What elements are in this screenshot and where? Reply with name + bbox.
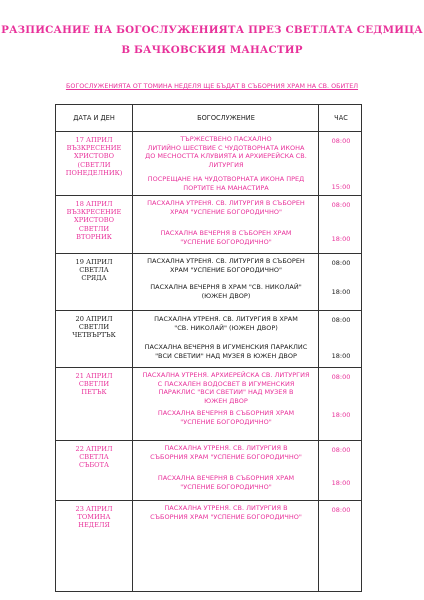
day-line: СВЕТЛА bbox=[79, 453, 109, 462]
time-cell: 18:00 bbox=[331, 352, 351, 360]
time-cell: 18:00 bbox=[331, 479, 351, 487]
service-line: "ВСИ СВЕТИИ" НАД МУЗЕЯ В ЮЖЕН ДВОР bbox=[155, 351, 297, 360]
day-line: 18 АПРИЛ bbox=[75, 200, 113, 208]
day-line: НЕДЕЛЯ bbox=[78, 521, 110, 530]
service-line: "УСПЕНИЕ БОГОРОДИЧНО" bbox=[180, 237, 272, 246]
day-cell bbox=[56, 136, 132, 177]
service-line: ПАСХАЛНА УТРЕНЯ. СВ. ЛИТУРГИЯ В СЪБОРЕН bbox=[147, 257, 305, 265]
service-line: ЮЖЕН ДВОР bbox=[204, 396, 248, 405]
service-line: ТЪРЖЕСТВЕНО ПАСХАЛНО bbox=[180, 135, 272, 143]
day-line: 23 АПРИЛ bbox=[75, 505, 113, 513]
service-line: ПАСХАЛНА УТРЕНЯ. СВ. ЛИТУРГИЯ В ХРАМ bbox=[154, 315, 298, 323]
time-cell: 08:00 bbox=[331, 201, 351, 209]
service-line: ПОСРЕЩАНЕ НА ЧУДОТВОРНАТА ИКОНА ПРЕД bbox=[147, 175, 305, 183]
day-line: СВЕТЛИ bbox=[78, 323, 110, 332]
row-divider bbox=[56, 310, 361, 311]
service-line: ХРАМ "УСПЕНИЕ БОГОРОДИЧНО" bbox=[170, 207, 282, 216]
day-line: 17 АПРИЛ bbox=[75, 136, 113, 144]
day-line: СЪБОТА bbox=[79, 461, 109, 470]
service-block bbox=[134, 343, 318, 360]
service-block bbox=[134, 175, 318, 192]
document-title-line-1: РАЗПИСАНИЕ НА БОГОСЛУЖЕНИЯТА ПРЕЗ СВЕТЛАТА СЕДМИЦА bbox=[1, 24, 423, 36]
service-line: ПАСХАЛНА УТРЕНЯ. АРХИЕРЕЙСКА СВ. ЛИТУРГИЯ bbox=[142, 371, 310, 379]
time-cell: 08:00 bbox=[331, 137, 351, 145]
time-cell: 18:00 bbox=[331, 235, 351, 243]
header-day: ДАТА И ДЕН bbox=[73, 114, 115, 122]
day-line: 19 АПРИЛ bbox=[75, 258, 113, 266]
service-block bbox=[134, 199, 318, 216]
day-line: ВТОРНИК bbox=[76, 232, 112, 241]
row-divider bbox=[56, 440, 361, 441]
time-cell: 18:00 bbox=[331, 288, 351, 296]
time-cell: 15:00 bbox=[331, 183, 351, 191]
service-line: СЪБОРНИЯ ХРАМ "УСПЕНИЕ БОГОРОДИЧНО" bbox=[150, 452, 302, 461]
day-line: ТОМИНА bbox=[77, 513, 111, 522]
day-line: 21 АПРИЛ bbox=[75, 372, 113, 380]
service-line: ПАСХАЛНА УТРЕНЯ. СВ. ЛИТУРГИЯ В bbox=[164, 444, 288, 452]
service-line: ПОРТИТЕ НА МАНАСТИРА bbox=[183, 183, 269, 192]
service-block bbox=[134, 371, 318, 405]
day-line: ХРИСТОВО bbox=[74, 152, 114, 161]
row-divider bbox=[56, 131, 361, 132]
service-block bbox=[134, 257, 318, 274]
service-line: ПАСХАЛНА ВЕЧЕРНЯ В СЪБОРНИЯ ХРАМ bbox=[157, 474, 295, 482]
day-line: (СВЕТЛИ bbox=[77, 160, 111, 169]
service-block bbox=[134, 409, 318, 426]
service-line: ПАСХАЛНА УТРЕНЯ. СВ. ЛИТУРГИЯ В СЪБОРЕН bbox=[147, 199, 305, 207]
day-line: СВЕТЛИ bbox=[78, 224, 110, 233]
row-divider bbox=[56, 367, 361, 368]
service-block bbox=[134, 504, 318, 521]
service-line: ПАСХАЛНА ВЕЧЕРНЯ В СЪБОРЕН ХРАМ bbox=[160, 229, 292, 237]
time-cell: 08:00 bbox=[331, 373, 351, 381]
service-block bbox=[134, 229, 318, 246]
service-line: ДО МЕСНОСТТА КЛУВИЯТА И АРХИЕРЕЙСКА СВ. bbox=[145, 152, 307, 161]
row-divider bbox=[56, 253, 361, 254]
service-line: ПАСХАЛНА УТРЕНЯ. СВ. ЛИТУРГИЯ В bbox=[164, 504, 288, 512]
column-divider bbox=[318, 105, 319, 591]
day-cell bbox=[56, 505, 132, 530]
header-time: ЧАС bbox=[334, 114, 348, 122]
day-line: ПОНЕДЕЛНИК) bbox=[65, 168, 123, 177]
time-cell: 08:00 bbox=[331, 259, 351, 267]
service-block bbox=[134, 444, 318, 461]
service-line: СЪБОРНИЯ ХРАМ "УСПЕНИЕ БОГОРОДИЧНО" bbox=[150, 512, 302, 521]
service-line: ХРАМ "УСПЕНИЕ БОГОРОДИЧНО" bbox=[170, 265, 282, 274]
day-line: ПЕТЪК bbox=[81, 388, 107, 397]
service-block bbox=[134, 315, 318, 332]
service-line: "УСПЕНИЕ БОГОРОДИЧНО" bbox=[180, 482, 272, 491]
day-line: ХРИСТОВО bbox=[74, 216, 114, 225]
document-title-line-2: В БАЧКОВСКИЯ МАНАСТИР bbox=[121, 44, 303, 56]
service-line: "СВ. НИКОЛАЙ" (ЮЖЕН ДВОР) bbox=[174, 323, 278, 332]
service-line: ЛИТУРГИЯ bbox=[208, 160, 244, 169]
day-cell bbox=[56, 372, 132, 397]
row-divider bbox=[56, 500, 361, 501]
day-line: 22 АПРИЛ bbox=[75, 445, 113, 453]
document-subtitle: БОГОСЛУЖЕНИЯТА ОТ ТОМИНА НЕДЕЛЯ ЩЕ БЪДАТ В СЪБОРНИЯ ХРАМ НА СВ. ОБИТЕЛ bbox=[65, 82, 359, 90]
column-divider bbox=[132, 105, 133, 591]
service-line: ЛИТИЙНО ШЕСТВИЕ С ЧУДОТВОРНАТА ИКОНА bbox=[147, 143, 305, 152]
service-line: "УСПЕНИЕ БОГОРОДИЧНО" bbox=[180, 417, 272, 426]
service-line: ПАРАКЛИС "ВСИ СВЕТИИ" НАД МУЗЕЯ В bbox=[158, 388, 294, 397]
time-cell: 08:00 bbox=[331, 506, 351, 514]
day-line: СРЯДА bbox=[81, 274, 107, 283]
day-line: 20 АПРИЛ bbox=[75, 315, 113, 323]
day-line: ЧЕТВЪРТЪК bbox=[72, 331, 116, 340]
day-line: ВЪЗКРЕСЕНИЕ bbox=[66, 144, 122, 153]
schedule-table bbox=[55, 104, 362, 592]
header-service: БОГОСЛУЖЕНИЕ bbox=[197, 114, 255, 122]
day-cell bbox=[56, 200, 132, 241]
service-line: (ЮЖЕН ДВОР) bbox=[201, 291, 251, 300]
day-line: СВЕТЛИ bbox=[78, 380, 110, 389]
row-divider bbox=[56, 195, 361, 196]
time-cell: 08:00 bbox=[331, 316, 351, 324]
day-line: СВЕТЛА bbox=[79, 266, 109, 275]
service-block bbox=[134, 283, 318, 300]
service-block bbox=[134, 135, 318, 169]
day-cell bbox=[56, 315, 132, 340]
day-line: ВЪЗКРЕСЕНИЕ bbox=[66, 208, 122, 217]
service-block bbox=[134, 474, 318, 491]
day-cell bbox=[56, 258, 132, 283]
service-line: ПАСХАЛНА ВЕЧЕРНЯ В ХРАМ "СВ. НИКОЛАЙ" bbox=[150, 283, 302, 291]
time-cell: 18:00 bbox=[331, 411, 351, 419]
day-cell bbox=[56, 445, 132, 470]
time-cell: 08:00 bbox=[331, 446, 351, 454]
service-line: ПАСХАЛНА ВЕЧЕРНЯ В СЪБОРНИЯ ХРАМ bbox=[157, 409, 295, 417]
service-line: С ПАСХАЛЕН ВОДОСВЕТ В ИГУМЕНСКИЯ bbox=[157, 379, 295, 388]
service-line: ПАСХАЛНА ВЕЧЕРНЯ В ИГУМЕНСКИЯ ПАРАКЛИС bbox=[144, 343, 308, 351]
